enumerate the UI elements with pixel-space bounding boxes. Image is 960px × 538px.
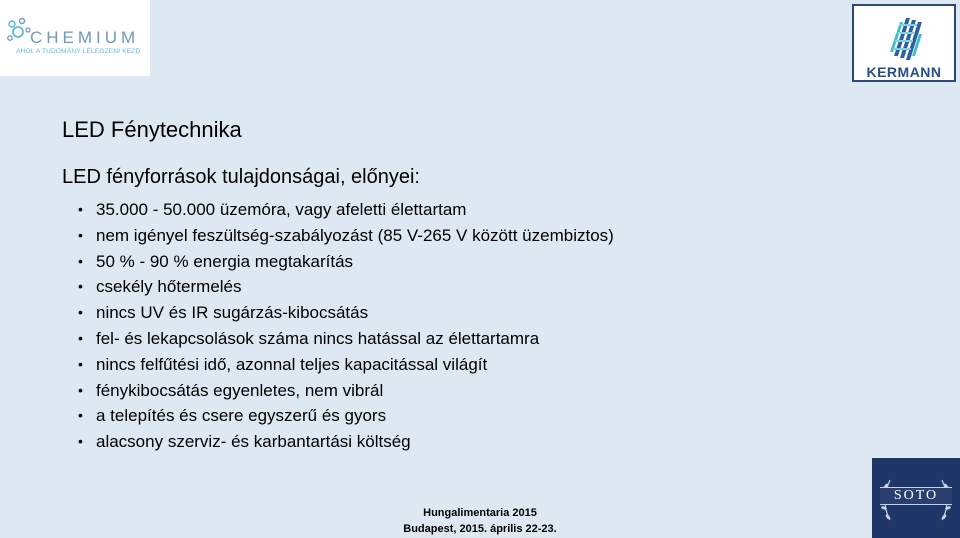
list-item: • 50 % - 90 % energia megtakarítás bbox=[76, 249, 614, 275]
chemium-logo-text: CHEMIUM bbox=[30, 28, 140, 47]
bullet-icon: • bbox=[78, 329, 83, 346]
slide-title: LED Fénytechnika bbox=[62, 117, 242, 142]
list-item: • 35.000 - 50.000 üzemóra, vagy afeletti élettartam bbox=[76, 197, 614, 223]
bullet-list bbox=[76, 197, 614, 455]
bullet-icon: • bbox=[78, 381, 83, 398]
list-item: • fel- és lekapcsolások száma nincs hatással az élettartamra bbox=[76, 326, 614, 352]
bullet-icon: • bbox=[78, 201, 83, 217]
bullet-icon: • bbox=[78, 278, 83, 295]
list-item: • fénykibocsátás egyenletes, nem vibrál bbox=[76, 378, 614, 404]
footer-event: Hungalimentaria 2015 bbox=[423, 507, 537, 519]
soto-logo-text: SOTO bbox=[880, 487, 952, 505]
list-item: • csekély hőtermelés bbox=[76, 274, 614, 300]
chemium-logo-tagline: AHOL A TUDOMÁNY LÉLEGZENI KEZD bbox=[16, 48, 141, 55]
bullet-icon: • bbox=[78, 304, 83, 321]
list-item: • a telepítés és csere egyszerű és gyors bbox=[76, 403, 614, 429]
list-item: • nincs felfűtési idő, azonnal teljes kapacitással világít bbox=[76, 352, 614, 378]
kermann-logo bbox=[852, 4, 956, 82]
bullet-icon: • bbox=[78, 252, 83, 269]
bullet-icon: • bbox=[78, 226, 83, 243]
soto-logo bbox=[872, 458, 960, 538]
kermann-logo-text: KERMANN bbox=[866, 64, 942, 80]
slide-subtitle: LED fényforrások tulajdonságai, előnyei: bbox=[62, 166, 420, 188]
chemium-logo bbox=[0, 0, 150, 76]
bullet-icon: • bbox=[78, 407, 83, 424]
list-item: • alacsony szerviz- és karbantartási költség bbox=[76, 429, 614, 455]
kermann-pattern-icon bbox=[888, 12, 924, 62]
list-item: • nem igényel feszültség-szabályozást (85 V-265 V között üzembiztos) bbox=[76, 223, 614, 249]
list-item: • nincs UV és IR sugárzás-kibocsátás bbox=[76, 300, 614, 326]
bullet-icon: • bbox=[78, 433, 83, 450]
bullet-icon: • bbox=[78, 355, 83, 372]
footer-place-date: Budapest, 2015. április 22-23. bbox=[403, 523, 557, 535]
